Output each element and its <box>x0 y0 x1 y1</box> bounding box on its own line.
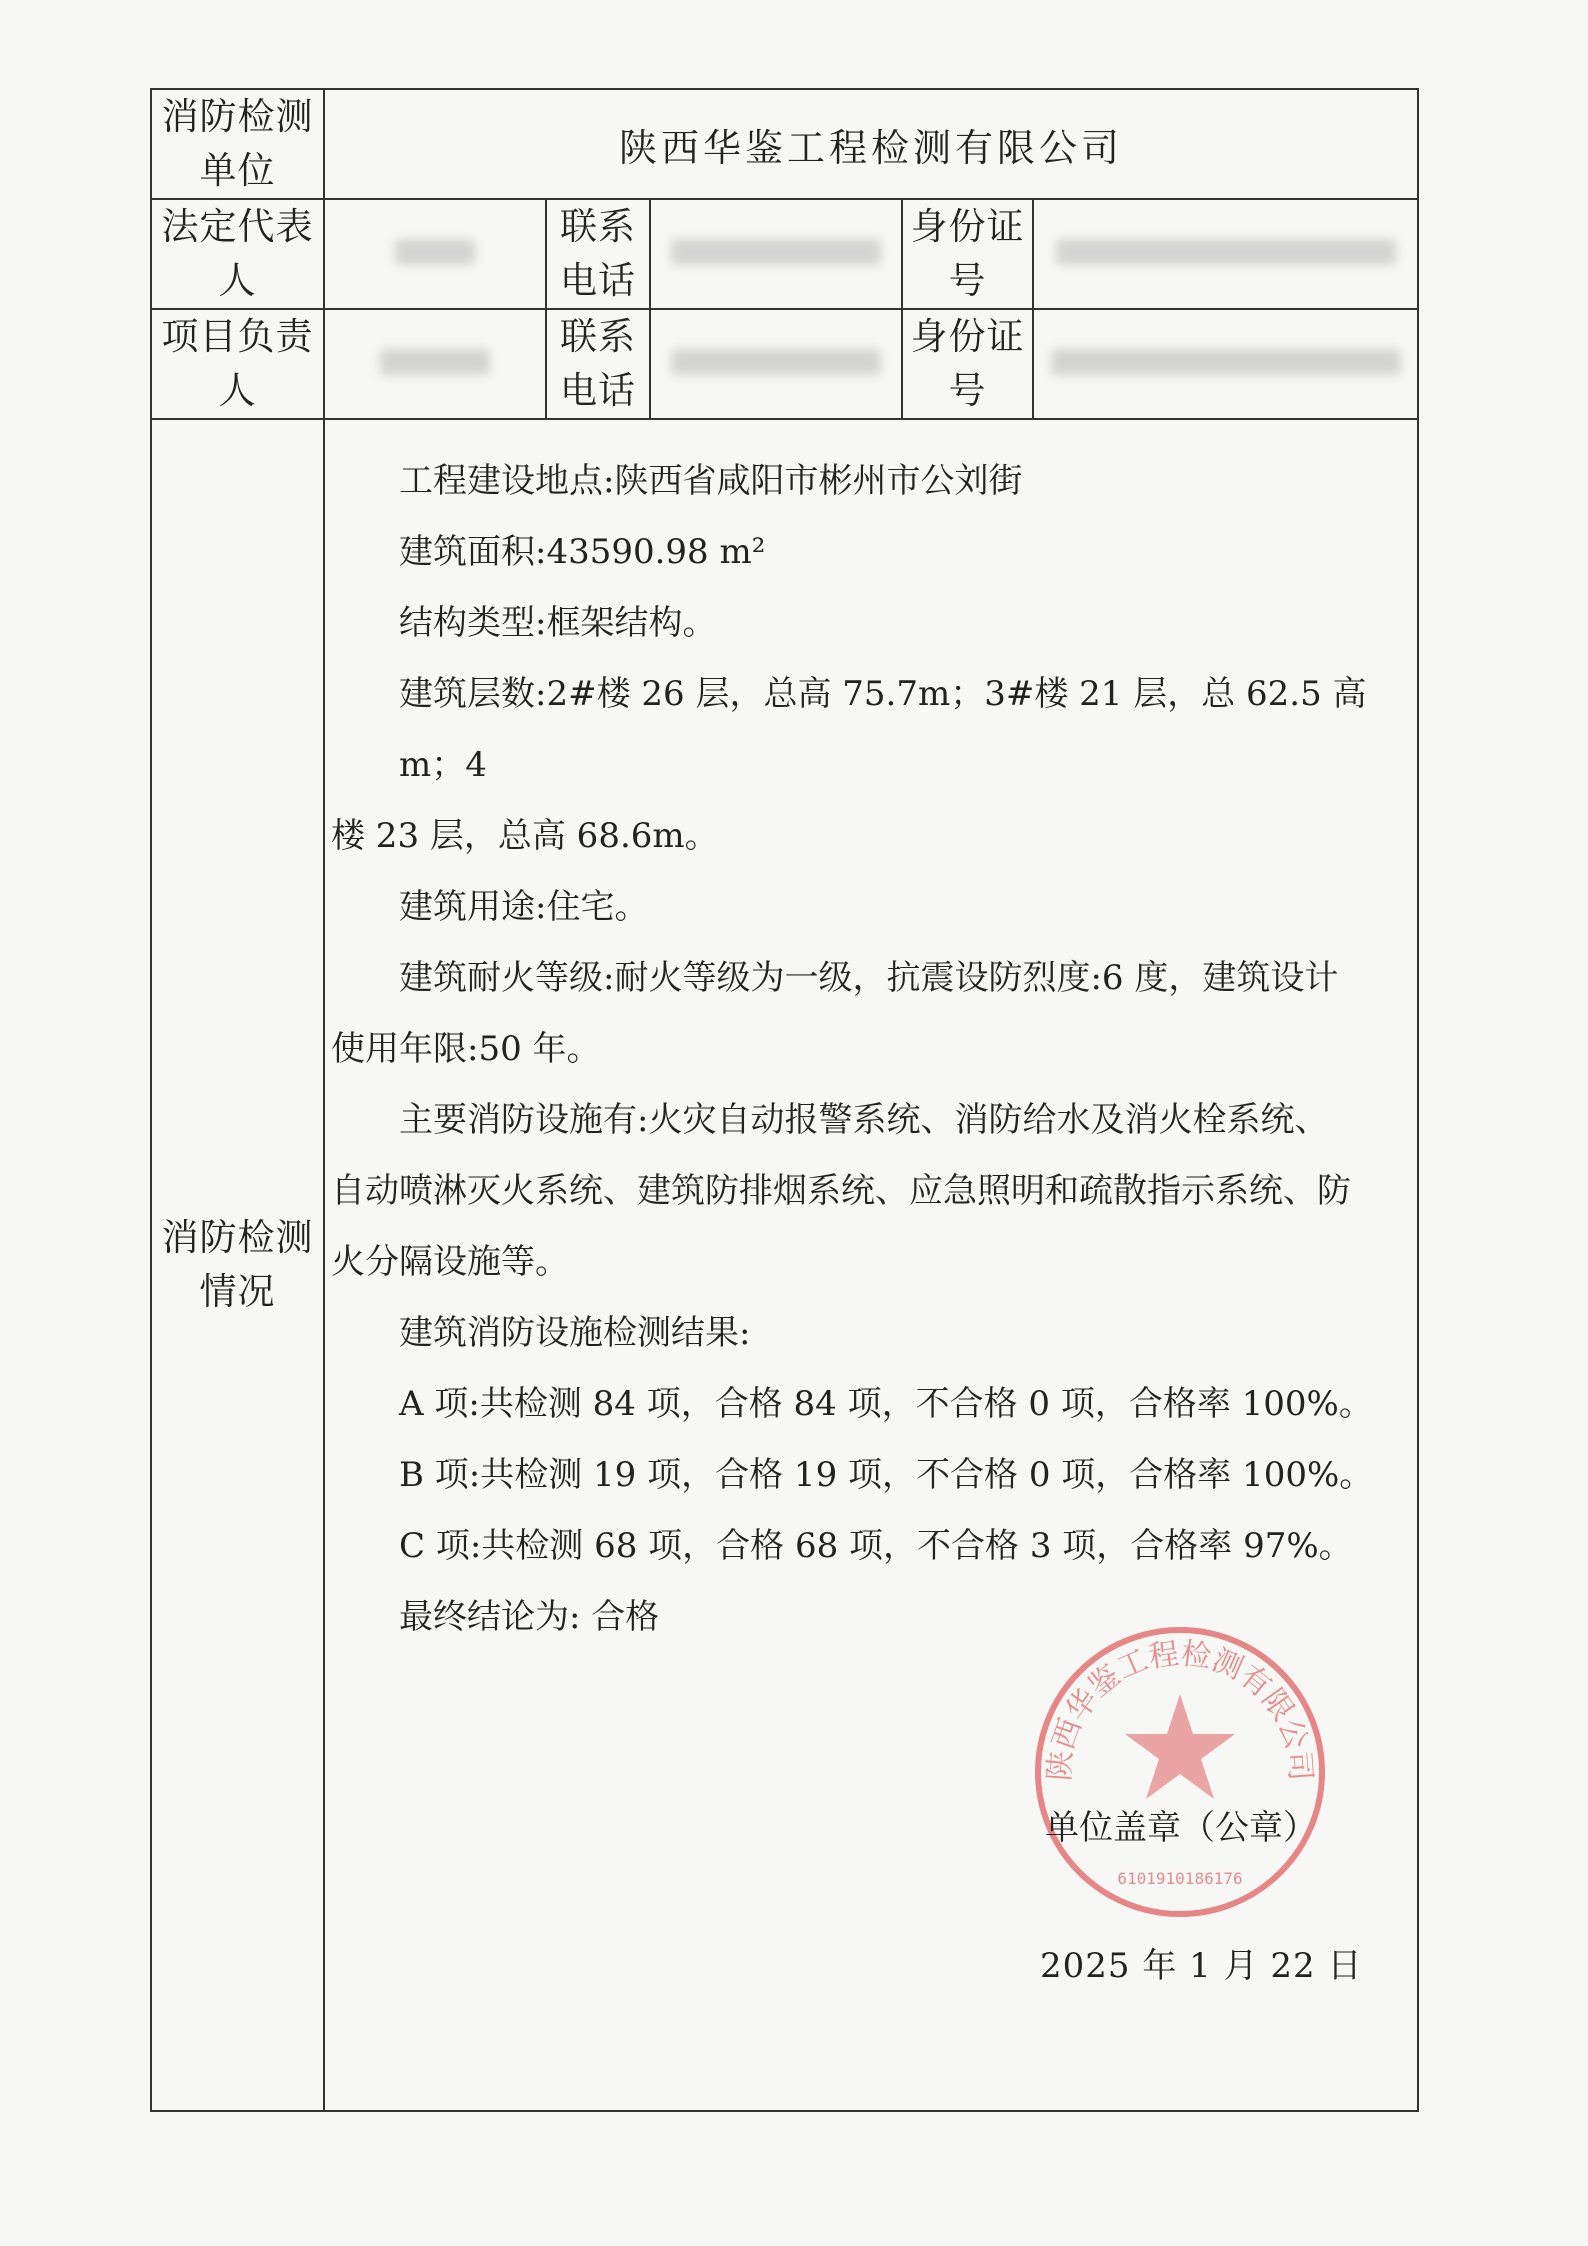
id-label: 身份证号 <box>910 205 1025 302</box>
row-project-lead <box>151 309 1418 419</box>
legal-rep-label-cell <box>151 199 324 309</box>
unit-label-cell <box>151 89 324 199</box>
fire-rating-line-1: 建筑耐火等级:耐火等级为一级，抗震设防烈度:6 度，建筑设计 <box>399 958 1339 998</box>
location-line: 工程建设地点:陕西省咸阳市彬州市公刘街 <box>399 461 1023 501</box>
project-lead-id-redacted <box>1033 309 1418 419</box>
star-icon <box>1125 1694 1235 1799</box>
floors-line-1: 建筑层数:2#楼 26 层，总高 75.7m；3#楼 21 层，总 62.5 高 m；4 <box>399 674 1367 785</box>
facilities-line-2: 自动喷淋灭火系统、建筑防排烟系统、应急照明和疏散指示系统、防 <box>331 1171 1351 1211</box>
stamp-label: 单位盖章（公章） <box>1045 1808 1317 1848</box>
company-cell <box>324 89 1418 199</box>
seal-code: 6101910186176 <box>1117 1869 1243 1888</box>
legal-rep-phone-redacted <box>650 199 902 309</box>
legal-rep-id-redacted <box>1033 199 1418 309</box>
area-line: 建筑面积:43590.98 m² <box>399 532 766 572</box>
unit-label: 消防检测单位 <box>161 95 314 192</box>
facilities-line-1: 主要消防设施有:火灾自动报警系统、消防给水及消火栓系统、 <box>399 1100 1329 1140</box>
phone-label: 联系电话 <box>560 315 636 412</box>
row-unit <box>151 89 1418 199</box>
project-lead-label-cell <box>151 309 324 419</box>
company-seal <box>1030 1622 1330 1922</box>
facilities-line-3: 火分隔设施等。 <box>331 1242 569 1282</box>
usage-line: 建筑用途:住宅。 <box>399 887 649 927</box>
result-c: C 项:共检测 68 项，合格 68 项，不合格 3 项，合格率 97%。 <box>399 1526 1353 1566</box>
section-label-cell <box>151 419 324 2111</box>
fire-rating-line-2: 使用年限:50 年。 <box>331 1029 601 1069</box>
result-a: A 项:共检测 84 项，合格 84 项，不合格 0 项，合格率 100%。 <box>399 1384 1373 1424</box>
section-label: 消防检测情况 <box>161 1216 314 1313</box>
legal-rep-id-label-cell <box>902 199 1033 309</box>
project-lead-phone-label-cell <box>546 309 650 419</box>
id-label: 身份证号 <box>910 315 1025 412</box>
phone-label: 联系电话 <box>560 205 636 302</box>
project-lead-name-redacted <box>324 309 546 419</box>
legal-rep-label: 法定代表人 <box>161 205 314 302</box>
company-name: 陕西华鉴工程检测有限公司 <box>618 125 1123 170</box>
seal-arc-text: 陕西华鉴工程检测有限公司 <box>1042 1636 1318 1783</box>
structure-line: 结构类型:框架结构。 <box>399 603 717 643</box>
signing-date: 2025 年 1 月 22 日 <box>1040 1946 1363 1986</box>
conclusion: 最终结论为: 合格 <box>399 1597 660 1637</box>
project-lead-phone-redacted <box>650 309 902 419</box>
results-title: 建筑消防设施检测结果: <box>399 1313 751 1353</box>
row-legal-rep <box>151 199 1418 309</box>
legal-rep-name-redacted <box>324 199 546 309</box>
floors-line-2: 楼 23 层，总高 68.6m。 <box>331 816 719 856</box>
project-lead-label: 项目负责人 <box>161 315 314 412</box>
result-b: B 项:共检测 19 项，合格 19 项，不合格 0 项，合格率 100%。 <box>399 1455 1374 1495</box>
legal-rep-phone-label-cell <box>546 199 650 309</box>
project-lead-id-label-cell <box>902 309 1033 419</box>
inspection-details <box>325 420 1417 1653</box>
